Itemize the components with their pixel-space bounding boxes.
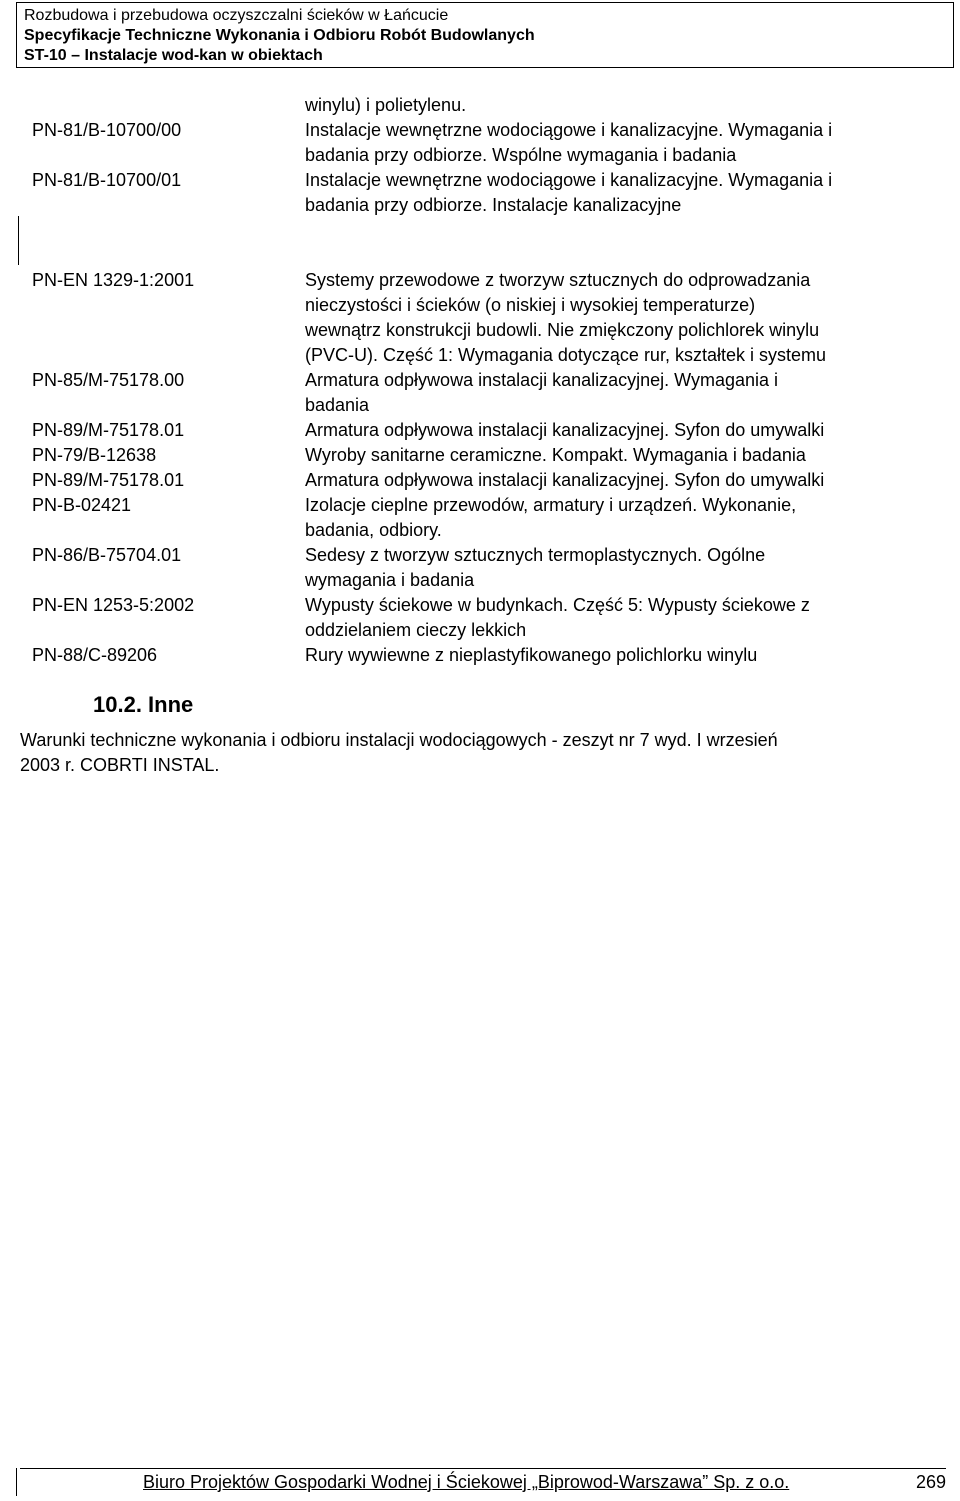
standard-description-line: Instalacje wewnętrzne wodociągowe i kanalizacyjne. Wymagania i: [305, 120, 833, 140]
standard-code: PN-EN 1329-1:2001: [32, 270, 195, 290]
header-section-title: ST-10 – Instalacje wod-kan w obiektach: [24, 47, 323, 64]
revision-bar: [18, 216, 19, 265]
standard-code: PN-88/C-89206: [32, 645, 158, 665]
standard-description-line: wewnątrz konstrukcji budowli. Nie zmiękczony polichlorek winylu: [305, 320, 820, 340]
section-heading: 10.2. Inne: [93, 692, 194, 717]
standard-description-line: Instalacje wewnętrzne wodociągowe i kanalizacyjne. Wymagania i: [305, 170, 833, 190]
standard-description-line: badania, odbiory.: [305, 520, 442, 540]
standard-description-line: wymagania i badania: [305, 570, 475, 590]
standard-description-line: Systemy przewodowe z tworzyw sztucznych do odprowadzania: [305, 270, 811, 290]
standard-description-line: badania przy odbiorze. Wspólne wymagania i badania: [305, 145, 737, 165]
standard-description-line: Izolacje cieplne przewodów, armatury i urządzeń. Wykonanie,: [305, 495, 797, 515]
standard-code: PN-89/M-75178.01: [32, 470, 185, 490]
standard-description-line: Wypusty ściekowe w budynkach. Część 5: Wypusty ściekowe z: [305, 595, 810, 615]
standard-code: PN-81/B-10700/00: [32, 120, 182, 140]
standard-description-line: Armatura odpływowa instalacji kanalizacyjnej. Wymagania i: [305, 370, 779, 390]
footer-rule: [20, 1468, 946, 1469]
standard-description-line: Armatura odpływowa instalacji kanalizacyjnej. Syfon do umywalki: [305, 470, 825, 490]
standard-description-line: oddzielaniem cieczy lekkich: [305, 620, 527, 640]
standard-description-line: nieczystości i ścieków (o niskiej i wysokiej temperaturze): [305, 295, 756, 315]
standard-code: PN-79/B-12638: [32, 445, 157, 465]
paragraph-line: Warunki techniczne wykonania i odbioru instalacji wodociągowych - zeszyt nr 7 wyd. I wrzesień: [20, 730, 778, 750]
standard-description-line: badania: [305, 395, 370, 415]
footer-bar: [16, 1468, 17, 1496]
standard-description-line: Wyroby sanitarne ceramiczne. Kompakt. Wymagania i badania: [305, 445, 806, 465]
standard-code: PN-86/B-75704.01: [32, 545, 182, 565]
standard-description-line: winylu) i polietylenu.: [305, 95, 467, 115]
standard-description-line: (PVC-U). Część 1: Wymagania dotyczące rur, kształtek i systemu: [305, 345, 826, 365]
header-project-title: Rozbudowa i przebudowa oczyszczalni ścieków w Łańcucie: [24, 7, 449, 24]
standard-code: PN-89/M-75178.01: [32, 420, 185, 440]
standard-description-line: Sedesy z tworzyw sztucznych termoplastycznych. Ogólne: [305, 545, 766, 565]
standard-code: PN-81/B-10700/01: [32, 170, 182, 190]
standard-description-line: Rury wywiewne z nieplastyfikowanego polichlorku winylu: [305, 645, 758, 665]
standard-description-line: badania przy odbiorze. Instalacje kanalizacyjne: [305, 195, 682, 215]
standard-description-line: Armatura odpływowa instalacji kanalizacyjnej. Syfon do umywalki: [305, 420, 825, 440]
header-spec-title: Specyfikacje Techniczne Wykonania i Odbioru Robót Budowlanych: [24, 27, 535, 44]
paragraph-line: 2003 r. COBRTI INSTAL.: [20, 755, 220, 775]
page-number: 269: [915, 1472, 946, 1492]
footer-company: Biuro Projektów Gospodarki Wodnej i Ściekowej „Biprowod-Warszawa” Sp. z o.o.: [143, 1472, 790, 1492]
standard-code: PN-85/M-75178.00: [32, 370, 185, 390]
standard-code: PN-EN 1253-5:2002: [32, 595, 195, 615]
standard-code: PN-B-02421: [32, 495, 132, 515]
